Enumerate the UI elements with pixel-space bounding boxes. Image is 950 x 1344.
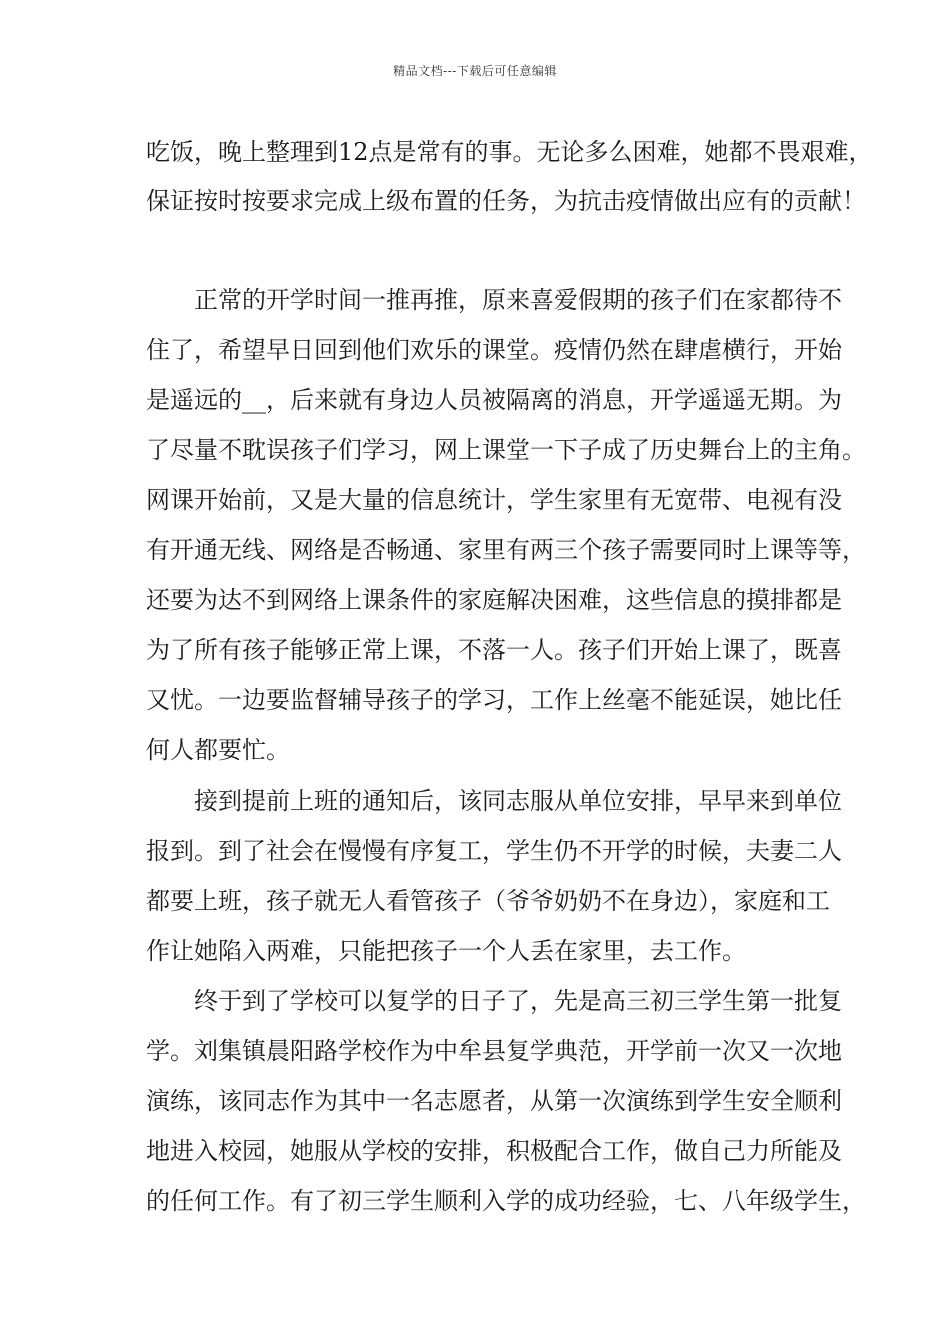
paragraph-line: 报到。到了社会在慢慢有序复工，学生仍不开学的时候，夫妻二人 xyxy=(146,837,842,865)
paragraph-first-line: 终于到了学校可以复学的日子了，先是高三初三学生第一批复 xyxy=(194,987,842,1015)
paragraph-line: 网课开始前，又是大量的信息统计，学生家里有无宽带、电视有没 xyxy=(146,486,842,514)
paragraph-line: 何人都要忙。 xyxy=(146,736,290,764)
paragraph-line: 作让她陷入两难，只能把孩子一个人丢在家里，去工作。 xyxy=(146,937,746,965)
page-header: 精品文档---下载后可任意编辑 xyxy=(393,64,557,78)
paragraph-line: 有开通无线、网络是否畅通、家里有两三个孩子需要同时上课等等， xyxy=(146,536,866,564)
paragraph-line: 演练，该同志作为其中一名志愿者，从第一次演练到学生安全顺利 xyxy=(146,1087,842,1115)
paragraph-line: 都要上班，孩子就无人看管孩子（爷爷奶奶不在身边），家庭和工 xyxy=(146,887,830,915)
paragraph-line: 的任何工作。有了初三学生顺利入学的成功经验，七、八年级学生， xyxy=(146,1187,866,1215)
paragraph-line: 又忧。一边要监督辅导孩子的学习，工作上丝毫不能延误，她比任 xyxy=(146,686,842,714)
paragraph-line: 吃饭，晚上整理到12点是常有的事。无论多么困难，她都不畏艰难， xyxy=(146,138,873,166)
paragraph-line: 为了所有孩子能够正常上课，不落一人。孩子们开始上课了，既喜 xyxy=(146,636,842,664)
paragraph-line: 了尽量不耽误孩子们学习，网上课堂一下子成了历史舞台上的主角。 xyxy=(146,436,866,464)
paragraph-line: 学。刘集镇晨阳路学校作为中牟县复学典范，开学前一次又一次地 xyxy=(146,1037,842,1065)
paragraph-line: 住了，希望早日回到他们欢乐的课堂。疫情仍然在肆虐横行，开始 xyxy=(146,336,842,364)
paragraph-first-line: 接到提前上班的通知后，该同志服从单位安排，早早来到单位 xyxy=(194,787,842,815)
paragraph-line: 是遥远的__，后来就有身边人员被隔离的消息，开学遥遥无期。为 xyxy=(146,386,842,414)
paragraph-first-line: 正常的开学时间一推再推，原来喜爱假期的孩子们在家都待不 xyxy=(194,286,842,314)
paragraph-line: 地进入校园，她服从学校的安排，积极配合工作，做自己力所能及 xyxy=(146,1137,842,1165)
paragraph-line: 保证按时按要求完成上级布置的任务，为抗击疫情做出应有的贡献！ xyxy=(146,187,866,215)
paragraph-line: 还要为达不到网络上课条件的家庭解决困难，这些信息的摸排都是 xyxy=(146,586,842,614)
